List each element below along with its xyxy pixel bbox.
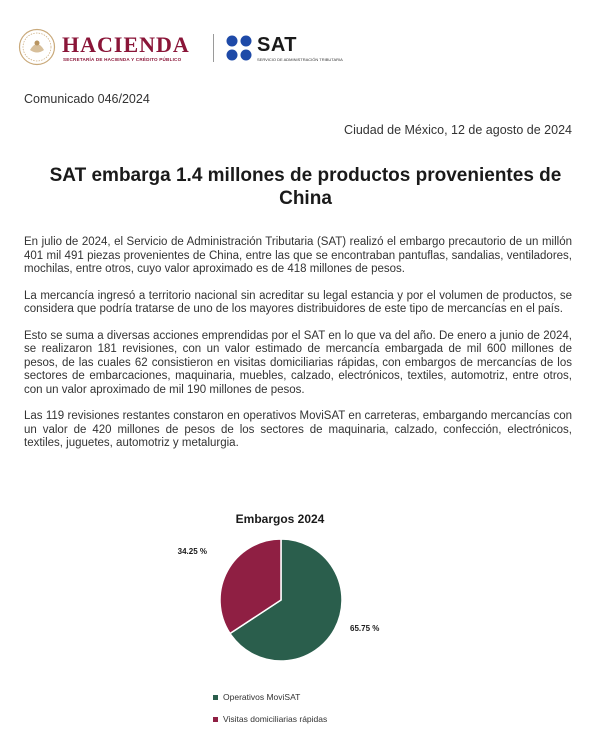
legend-item-movisat bbox=[213, 686, 327, 708]
hacienda-logo-subtitle: SECRETARÍA DE HACIENDA Y CRÉDITO PÚBLICO bbox=[63, 57, 182, 62]
slice-value-label: 65.75 % bbox=[350, 624, 380, 633]
pie-chart bbox=[150, 527, 420, 669]
paragraph: Las 119 revisiones restantes constaron en operativos MoviSAT en carreteras, embargando mercancías con un valor de 420 millones de pesos de los sectores de maquinaria, calzado, confección, electrónicos, textiles, juguetes, automotriz y metalurgia. bbox=[24, 410, 572, 449]
legend-label: Operativos MoviSAT bbox=[223, 692, 301, 702]
sat-logo-icon bbox=[224, 33, 254, 63]
chart-title: Embargos 2024 bbox=[235, 512, 325, 526]
legend-swatch bbox=[213, 695, 218, 700]
header-divider bbox=[213, 34, 214, 62]
document-body bbox=[24, 236, 572, 464]
national-seal-icon bbox=[18, 28, 56, 66]
document-date: Ciudad de México, 12 de agosto de 2024 bbox=[344, 123, 572, 137]
comunicado-number: Comunicado 046/2024 bbox=[24, 92, 150, 106]
hacienda-logo-text: HACIENDA bbox=[62, 32, 190, 57]
paragraph: La mercancía ingresó a territorio nacional sin acreditar su legal estancia y por el volumen de productos, se considera que podría tratarse de uno de los mayores distribuidores de este tipo de mercancías en el país. bbox=[24, 289, 572, 315]
sat-logo-text: SAT bbox=[257, 34, 298, 56]
page-title: SAT embarga 1.4 millones de productos provenientes de China bbox=[49, 165, 562, 209]
chart-legend bbox=[213, 686, 327, 730]
paragraph: En julio de 2024, el Servicio de Administración Tributaria (SAT) realizó el embargo precautorio de un millón 401 mil 491 piezas provenientes de China, entre las que se encontraban pantuflas, sandalias, ventiladores, mochilas, entre otros, cuyo valor aproximado es de 418 millones de pesos. bbox=[24, 236, 572, 275]
legend-swatch bbox=[213, 717, 218, 722]
paragraph: Esto se suma a diversas acciones emprendidas por el SAT en lo que va del año. De enero a junio de 2024, se realizaron 181 revisiones, con un valor estimado de mercancía embargada de mil 600 millones de pesos, de las cuales 62 consistieron en visitas domiciliarias rápidas, con embargos de mercancías de los sectores de embarcaciones, maquinaria, muebles, calzado, electrónicos, textiles, automotriz, entre otros, con un valor aproximado de mil 190 millones de pesos. bbox=[24, 329, 572, 396]
legend-label: Visitas domiciliarias rápidas bbox=[223, 714, 328, 724]
legend-item-visitas bbox=[213, 708, 327, 730]
header bbox=[18, 26, 358, 70]
slice-value-label: 34.25 % bbox=[177, 547, 207, 556]
sat-logo-subtitle: SERVICIO DE ADMINISTRACIÓN TRIBUTARIA bbox=[257, 57, 343, 62]
